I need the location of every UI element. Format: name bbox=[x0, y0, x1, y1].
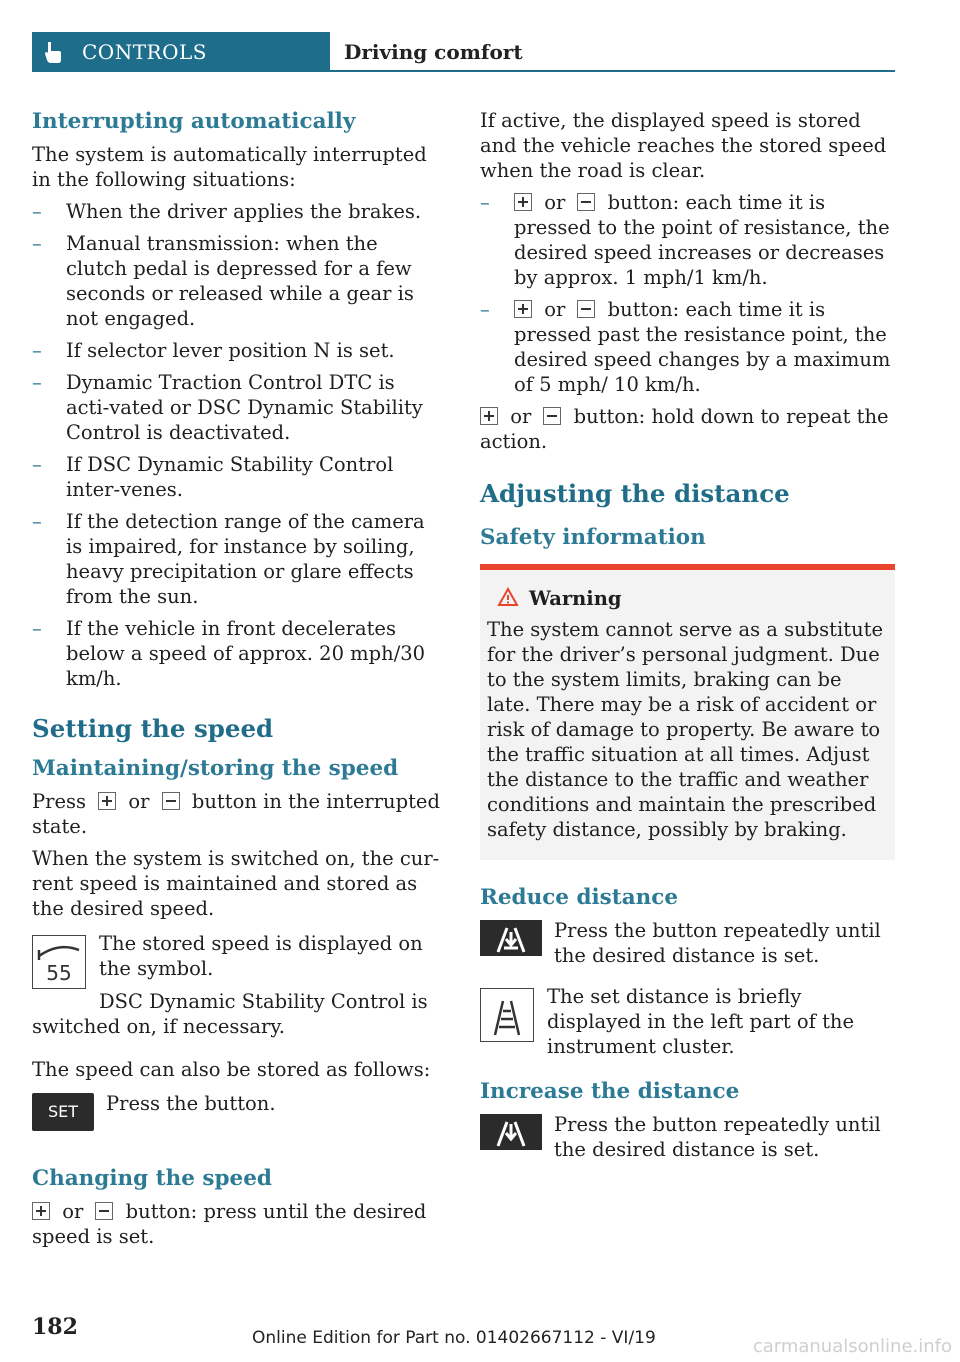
heading-changing-speed: Changing the speed bbox=[32, 1166, 272, 1191]
item-text: button: each time it is pressed to the point of resistance, the desired speed increases or decreases by approx. 1 mph/1 km/h. bbox=[514, 191, 890, 289]
plus-button-icon bbox=[98, 792, 116, 810]
list-item: – When the driver applies the brakes. bbox=[32, 199, 442, 224]
hold-paragraph bbox=[480, 404, 895, 454]
warning-title-text: Warning bbox=[529, 587, 622, 610]
section-tab bbox=[32, 32, 330, 70]
set-button-block bbox=[32, 1089, 442, 1149]
list-item: – If the vehicle in front decelerates below a speed of approx. 20 mph/30 km/h. bbox=[32, 616, 442, 691]
distance-display-icon bbox=[480, 988, 534, 1042]
changing-paragraph bbox=[32, 1199, 442, 1249]
page-header bbox=[32, 32, 895, 72]
speed-button-list bbox=[480, 190, 895, 397]
road-arrow-icon bbox=[480, 920, 542, 956]
press-post-text: button in the interrupted state. bbox=[32, 790, 440, 838]
press-text: Press bbox=[32, 790, 86, 813]
reduce-text: Press the button repeatedly until the desired distance is set. bbox=[554, 919, 881, 967]
section-label: CONTROLS bbox=[82, 40, 207, 64]
interrupt-intro: The system is automatically interrupted in the following situations: bbox=[32, 143, 427, 191]
stored-displayed-text: The stored speed is displayed on the symbol. bbox=[99, 932, 423, 980]
page-number: 182 bbox=[32, 1314, 78, 1340]
speed-symbol-icon bbox=[32, 935, 86, 989]
active-text: If active, the displayed speed is stored and the vehicle reaches the stored speed when the road is clear. bbox=[480, 109, 887, 182]
warning-title bbox=[487, 586, 887, 611]
interrupt-list bbox=[32, 199, 442, 691]
warning-box bbox=[480, 564, 895, 860]
minus-button-icon bbox=[162, 792, 180, 810]
distance-reduce-button-icon bbox=[480, 920, 542, 956]
list-item bbox=[480, 190, 895, 290]
reduce-block bbox=[480, 918, 895, 980]
list-item: – If the detection range of the camera is impaired, for instance by soiling, heavy precipitation or glare effects from the sun. bbox=[32, 509, 442, 609]
warning-triangle-icon bbox=[497, 587, 519, 607]
heading-setting-speed: Setting the speed bbox=[32, 714, 274, 743]
switched-on-paragraph: When the system is switched on, the cur-rent speed is maintained and stored as the desired speed. bbox=[32, 847, 440, 920]
edition-footer: Online Edition for Part no. 01402667112 - VI/19 bbox=[252, 1328, 656, 1348]
changing-text: button: press until the desired speed is set. bbox=[32, 1200, 427, 1248]
plus-button-icon bbox=[480, 407, 498, 425]
plus-button-icon bbox=[514, 300, 532, 318]
left-column bbox=[32, 108, 442, 1256]
list-item: – Dynamic Traction Control DTC is acti-vated or DSC Dynamic Stability Control is deactivated. bbox=[32, 370, 442, 445]
hold-text: button: hold down to repeat the action. bbox=[480, 405, 889, 453]
list-item: – If selector lever position N is set. bbox=[32, 338, 442, 363]
minus-button-icon bbox=[95, 1202, 113, 1220]
right-column bbox=[480, 108, 895, 1174]
or-text: or bbox=[544, 191, 566, 214]
minus-button-icon bbox=[577, 300, 595, 318]
or-text: or bbox=[62, 1200, 84, 1223]
press-button-text: Press the button. bbox=[106, 1092, 276, 1115]
heading-maintaining: Maintaining/storing the speed bbox=[32, 756, 399, 781]
warning-text: The system cannot serve as a substitute for the driver’s personal judgment. Due to the system limits, braking can be late. There may be a risk of accident or risk of damage to property. Be aware to the traffic situation at all times. Adjust the distance to the traffic and weather conditions and maintain the prescribed safety distance, possibly by braking. bbox=[487, 618, 884, 841]
set-distance-text: The set distance is briefly displayed in the left part of the instrument cluster. bbox=[547, 985, 855, 1058]
heading-adjusting-distance: Adjusting the distance bbox=[480, 479, 790, 508]
heading-safety-info: Safety information bbox=[480, 525, 706, 550]
increase-text: Press the button repeatedly until the desired distance is set. bbox=[554, 1113, 881, 1161]
watermark: carmanualsonline.info bbox=[752, 1336, 952, 1357]
press-paragraph bbox=[32, 789, 442, 839]
list-item: – If DSC Dynamic Stability Control inter-venes. bbox=[32, 452, 442, 502]
road-arrow-icon bbox=[480, 1114, 542, 1150]
increase-block bbox=[480, 1112, 895, 1174]
list-item bbox=[480, 297, 895, 397]
minus-button-icon bbox=[543, 407, 561, 425]
stored-speed-block bbox=[32, 931, 442, 1039]
heading-interrupting: Interrupting automatically bbox=[32, 109, 356, 134]
distance-increase-button-icon bbox=[480, 1114, 542, 1150]
heading-reduce-distance: Reduce distance bbox=[480, 885, 679, 910]
or-text: or bbox=[510, 405, 532, 428]
hand-pointer-icon bbox=[42, 40, 64, 64]
dsc-switched-text: DSC Dynamic Stability Control is switched on, if necessary. bbox=[32, 990, 428, 1038]
plus-button-icon bbox=[32, 1202, 50, 1220]
plus-button-icon bbox=[514, 193, 532, 211]
speedometer-arc-icon bbox=[33, 936, 85, 988]
or-text: or bbox=[128, 790, 150, 813]
item-text: button: each time it is pressed past the resistance point, the desired speed changes by a maximum of 5 mph/ 10 km/h. bbox=[514, 298, 891, 396]
list-item: – Manual transmission: when the clutch pedal is depressed for a few seconds or released while a gear is not engaged. bbox=[32, 231, 442, 331]
minus-button-icon bbox=[577, 193, 595, 211]
speed-symbol-value: 55 bbox=[46, 961, 72, 985]
or-text: or bbox=[544, 298, 566, 321]
distance-bars-icon bbox=[481, 989, 533, 1041]
chapter-title: Driving comfort bbox=[344, 40, 523, 64]
set-button-icon: SET bbox=[32, 1093, 94, 1131]
heading-increase-distance: Increase the distance bbox=[480, 1079, 740, 1104]
also-stored-text: The speed can also be stored as follows: bbox=[32, 1058, 431, 1081]
set-distance-block bbox=[480, 984, 895, 1064]
